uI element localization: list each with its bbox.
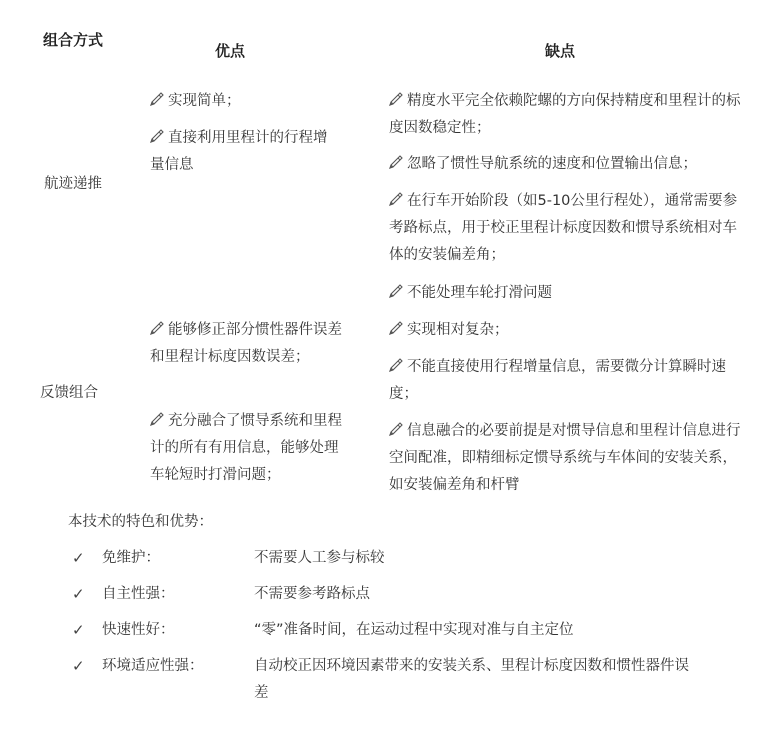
pen-nib-icon — [150, 129, 164, 143]
pen-nib-icon — [389, 358, 403, 372]
checkmark-icon: ✓ — [72, 621, 85, 639]
checkmark-icon: ✓ — [72, 549, 85, 567]
checkmark-icon: ✓ — [72, 657, 85, 675]
feature-desc: 自动校正因环境因素带来的安装关系、里程计标度因数和惯性器件误差 — [254, 658, 689, 701]
feature-name: 环境适应性强： — [102, 658, 204, 674]
cons-item: 在行车开始阶段（如5-10公里行程处），通常需要参考路标点，用于校正里程计标度因数和惯导系统相对车体的安装偏差角； — [389, 193, 738, 263]
checkmark-icon: ✓ — [72, 585, 85, 603]
pen-nib-icon — [150, 92, 164, 106]
pros-item: 充分融合了惯导系统和里程计的所有有用信息，能够处理车轮短时打滑问题； — [150, 413, 342, 483]
feature-name: 自主性强： — [102, 586, 175, 602]
header-method: 组合方式 — [42, 31, 103, 49]
pen-nib-icon — [150, 412, 164, 426]
pros-item: 能够修正部分惯性器件误差和里程计标度因数误差； — [150, 322, 342, 365]
cons-item: 不能直接使用行程增量信息，需要微分计算瞬时速度； — [389, 359, 726, 402]
cons-item: 实现相对复杂； — [389, 317, 751, 344]
pen-nib-icon — [389, 155, 403, 169]
row-label-dead-reckoning: 航迹递推 — [44, 176, 102, 192]
feature-desc: 不需要人工参与标较 — [254, 550, 385, 566]
feature-desc: “零”准备时间，在运动过程中实现对准与自主定位 — [254, 622, 574, 638]
feature-name: 快速性好： — [102, 622, 175, 638]
feature-name: 免维护： — [102, 550, 160, 566]
header-pros: 优点 — [214, 42, 245, 60]
cons-item: 不能处理车轮打滑问题 — [389, 280, 751, 307]
feature-desc: 不需要参考路标点 — [254, 586, 370, 602]
pen-nib-icon — [389, 284, 403, 298]
pen-nib-icon — [389, 422, 403, 436]
cons-item: 信息融合的必要前提是对惯导信息和里程计信息进行空间配准，即精细标定惯导系统与车体间的安装关系，如安装偏差角和杆臂 — [389, 423, 741, 493]
cons-item: 忽略了惯性导航系统的速度和位置输出信息； — [389, 151, 751, 178]
pen-nib-icon — [389, 92, 403, 106]
pros-item: 直接利用里程计的行程增量信息 — [150, 130, 328, 173]
features-intro: 本技术的特色和优势： — [68, 514, 213, 530]
pros-item: 实现简单； — [150, 88, 350, 115]
row-label-feedback-combination: 反馈组合 — [40, 385, 98, 401]
cons-item: 精度水平完全依赖陀螺的方向保持精度和里程计的标度因数稳定性； — [389, 93, 741, 136]
header-cons: 缺点 — [544, 42, 575, 60]
pen-nib-icon — [150, 321, 164, 335]
pen-nib-icon — [389, 192, 403, 206]
pen-nib-icon — [389, 321, 403, 335]
